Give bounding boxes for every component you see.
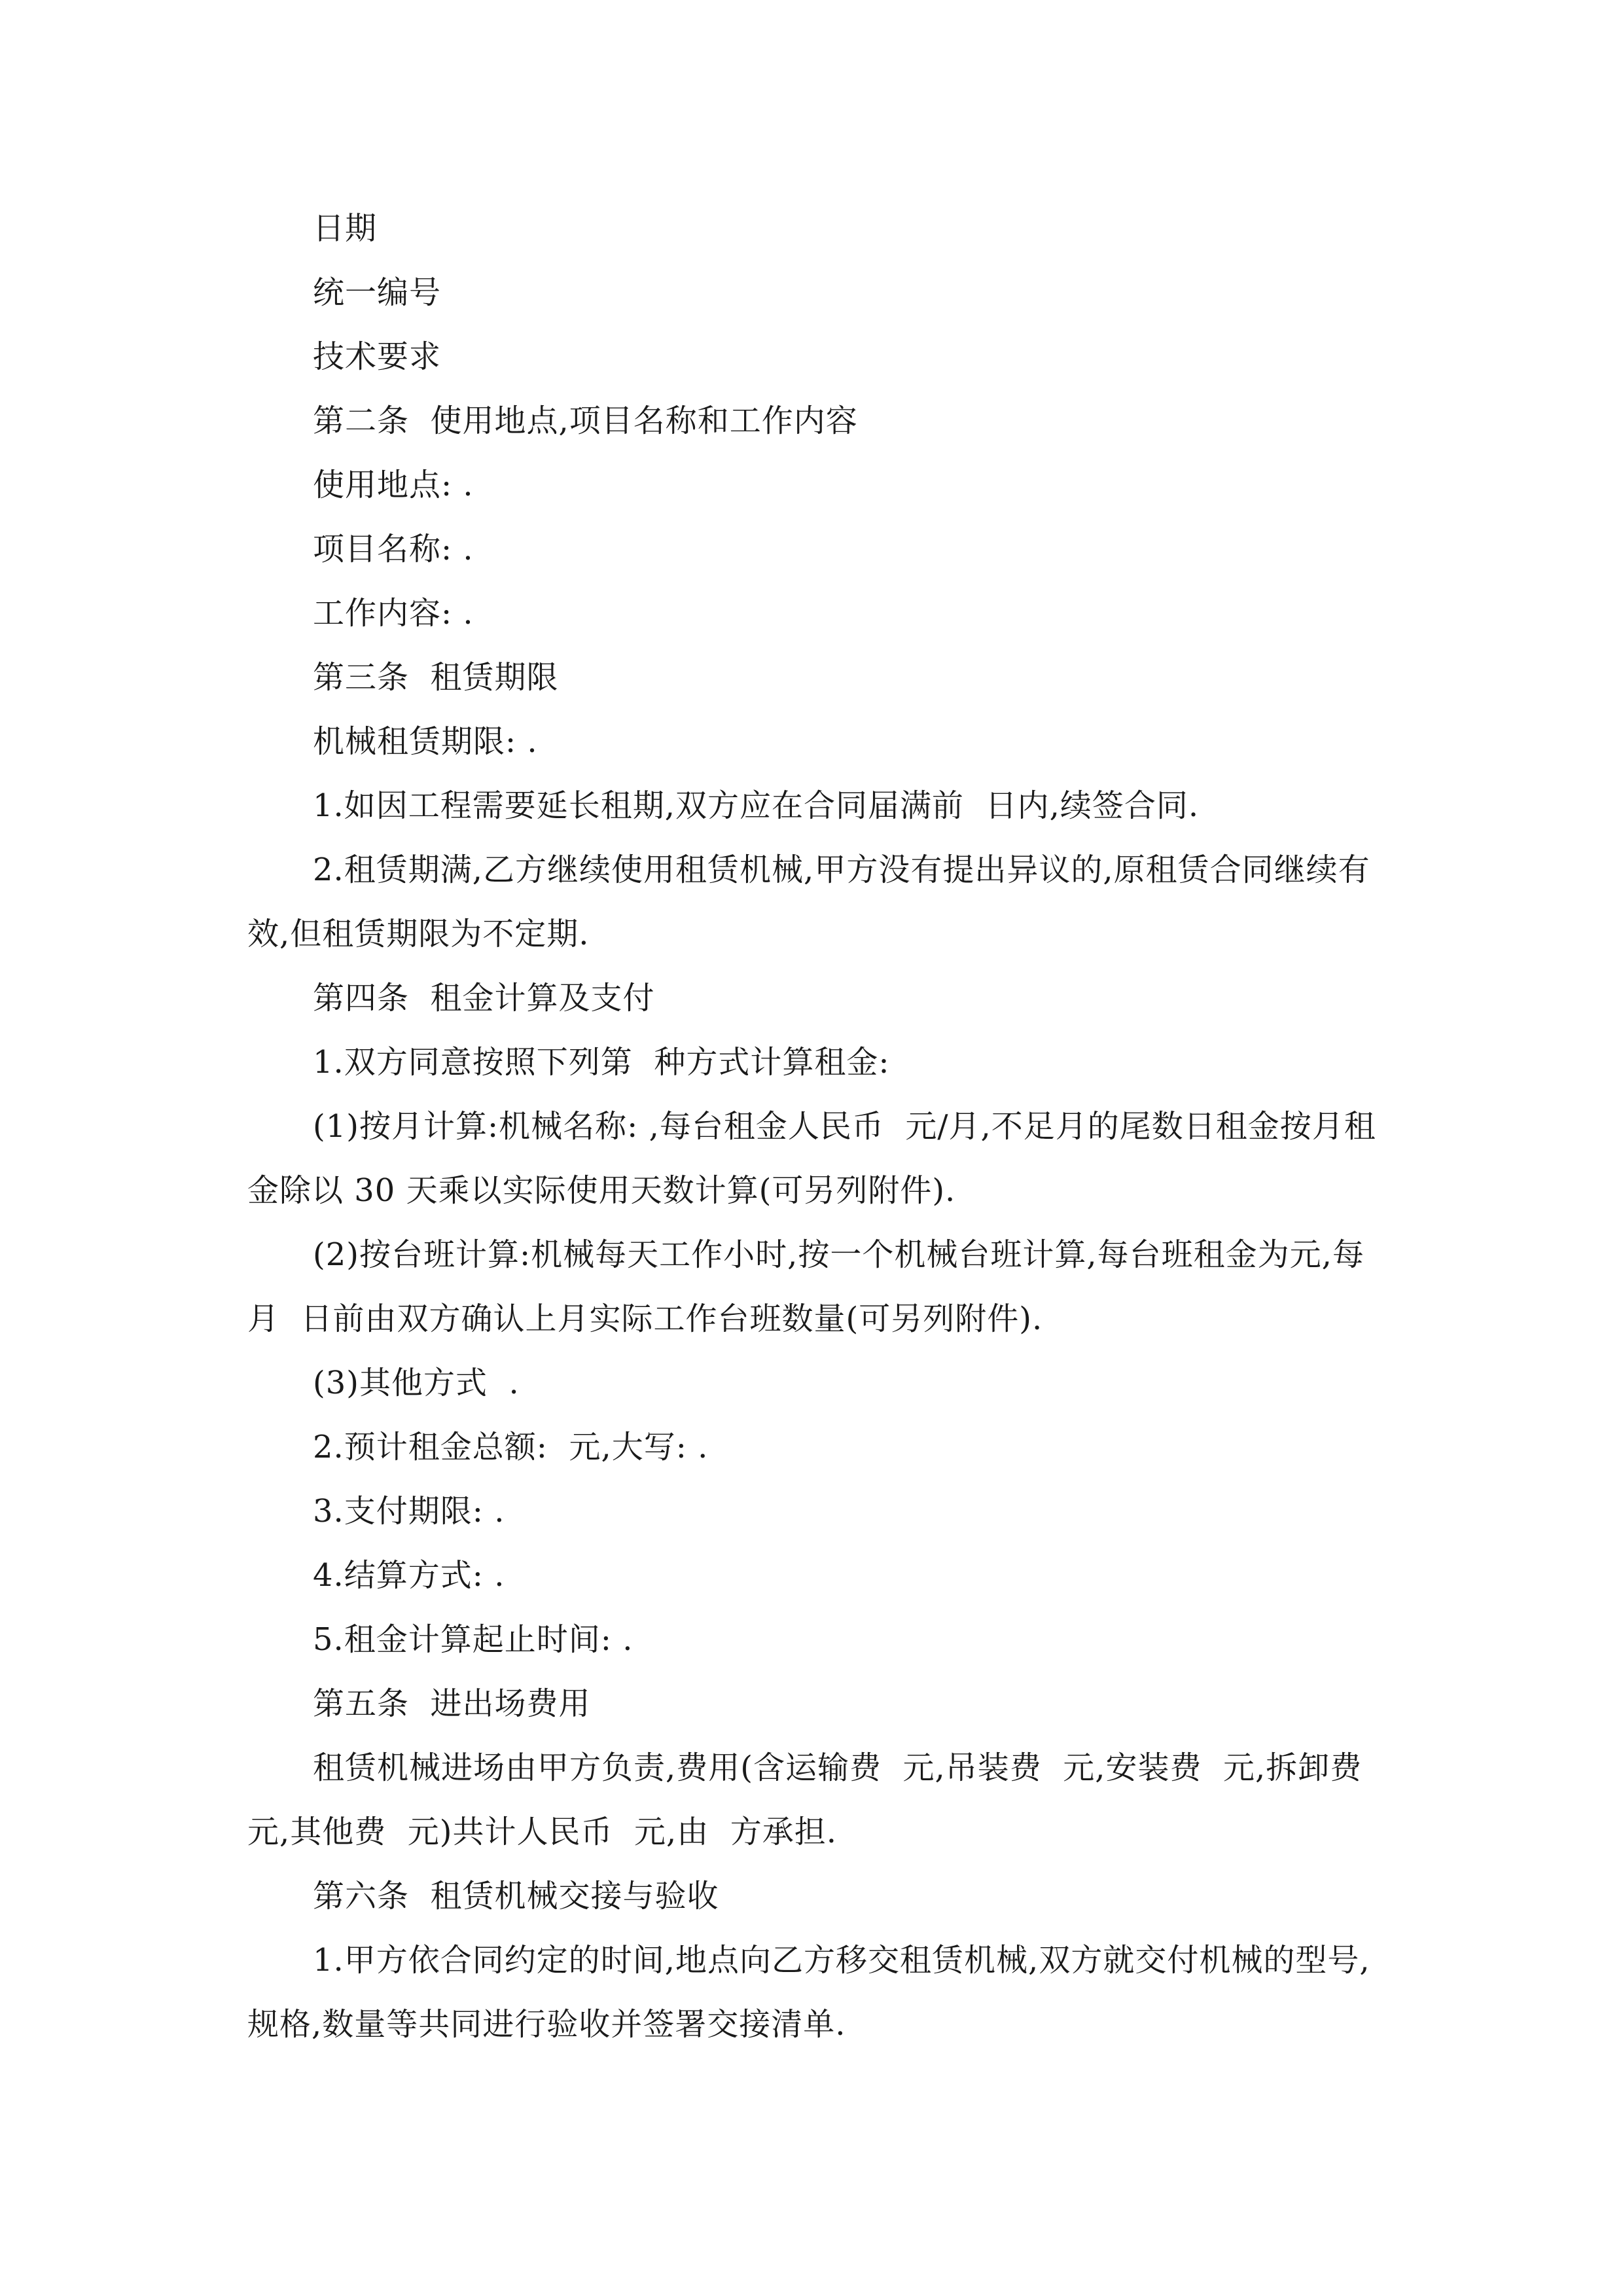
project-name-field: 项目名称: . (313, 531, 474, 567)
paragraph-technical-requirements-label: 技术要求 (313, 338, 442, 375)
work-content-field: 工作内容: . (313, 595, 474, 632)
article-3-heading: 第三条 租赁期限 (313, 659, 559, 696)
article-5-heading: 第五条 进出场费用 (313, 1685, 591, 1722)
article-4-heading: 第四条 租金计算及支付 (313, 980, 655, 1016)
article-4-monthly-method: (1)按月计算:机械名称: ,每台租金人民币 元/月,不足月的尾数日租金按月租金除以 30 天乘以实际使用天数计算(可另列附件). (247, 1108, 1376, 1209)
article-6-heading: 第六条 租赁机械交接与验收 (313, 1878, 719, 1914)
article-4-clause-2: 2.预计租金总额: 元,大写: . (313, 1429, 709, 1465)
usage-location-field: 使用地点: . (313, 467, 474, 503)
article-4-clause-3: 3.支付期限: . (313, 1493, 505, 1530)
article-3-clause-1: 1.如因工程需要延长租期,双方应在合同届满前 日内,续签合同. (313, 787, 1200, 824)
article-4-other-method: (3)其他方式 . (313, 1365, 520, 1401)
article-2-heading: 第二条 使用地点,项目名称和工作内容 (313, 403, 858, 439)
article-4-clause-1: 1.双方同意按照下列第 种方式计算租金: (313, 1044, 890, 1081)
article-5-body: 租赁机械进场由甲方负责,费用(含运输费 元,吊装费 元,安装费 元,拆卸费 元,其他费 元)共计人民币 元,由 方承担. (247, 1749, 1383, 1850)
paragraph-date-label: 日期 (313, 210, 378, 247)
lease-term-field: 机械租赁期限: . (313, 723, 538, 760)
article-6-clause-1: 1.甲方依合同约定的时间,地点向乙方移交租赁机械,双方就交付机械的型号,规格,数量等共同进行验收并签署交接清单. (247, 1942, 1370, 2043)
contract-body (247, 196, 1386, 2056)
article-4-clause-4: 4.结算方式: . (313, 1557, 505, 1594)
article-4-clause-5: 5.租金计算起止时间: . (313, 1621, 633, 1658)
article-3-clause-2: 2.租赁期满,乙方继续使用租赁机械,甲方没有提出异议的,原租赁合同继续有效,但租赁期限为不定期. (247, 852, 1370, 952)
article-4-shift-method: (2)按台班计算:机械每天工作小时,按一个机械台班计算,每台班租金为元,每月 日前由双方确认上月实际工作台班数量(可另列附件). (247, 1236, 1364, 1337)
paragraph-unified-number-label: 统一编号 (313, 274, 442, 311)
